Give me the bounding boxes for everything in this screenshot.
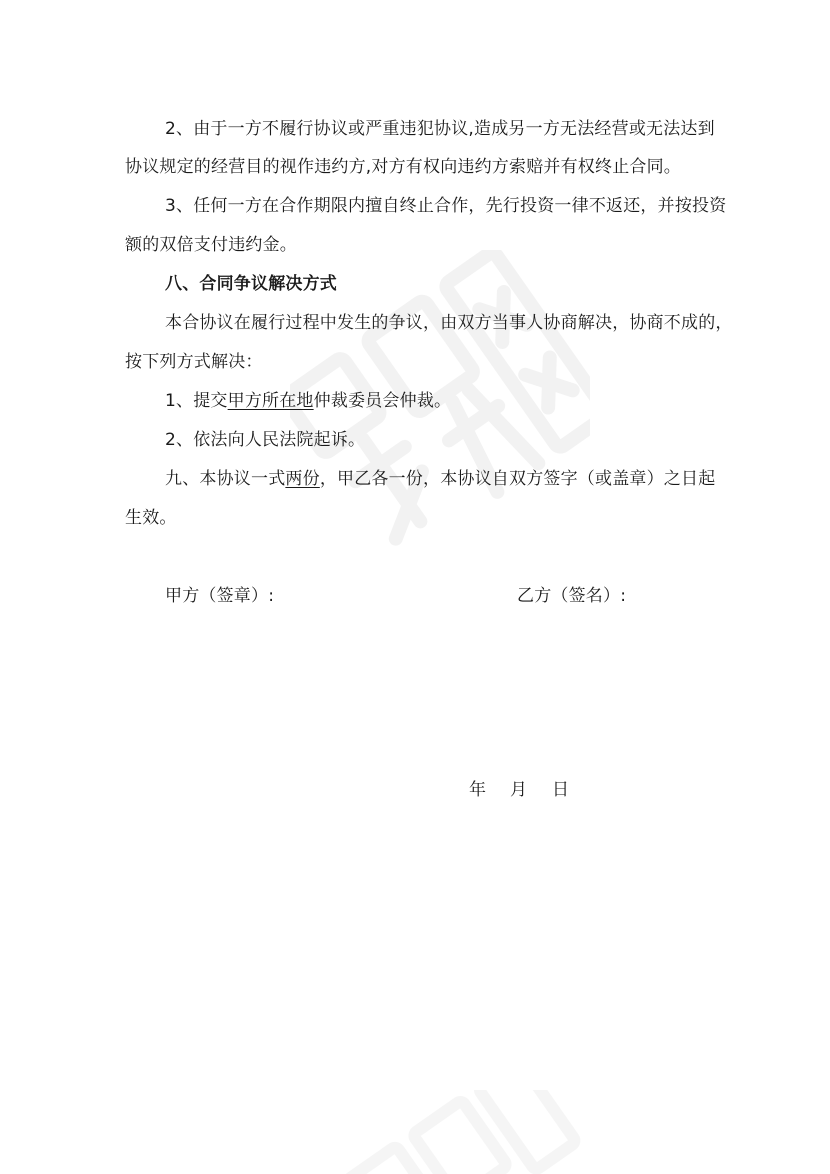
clause8-intro-line1: 本合协议在履行过程中发生的争议，由双方当事人协商解决，协商不成的， <box>165 313 733 333</box>
clause9-line1 <box>165 467 715 491</box>
clause8-option2: 2、依法向人民法院起诉。 <box>165 430 366 450</box>
clause8-heading: 八、合同争议解决方式 <box>165 274 337 294</box>
party-b-signature-label: 乙方（签名）: <box>517 586 627 606</box>
clause7-item2-line1: 2、由于一方不履行协议或严重违犯协议,造成另一方无法经营或无法达到 <box>165 119 715 139</box>
clause9-copies: 两份 <box>285 469 320 489</box>
option1-suffix: 仲裁委员会仲裁。 <box>313 391 452 411</box>
clause7-item3-line1: 3、任何一方在合作期限内擅自终止合作，先行投资一律不返还，并按投资 <box>165 196 727 216</box>
date-month: 月 <box>510 780 528 800</box>
clause9-line2: 生效。 <box>125 508 177 528</box>
option1-arbitration-location: 甲方所在地 <box>227 391 314 411</box>
clause9-suffix: ，甲乙各一份，本协议自双方签字（或盖章）之日起 <box>319 469 716 489</box>
clause7-item2-line2: 协议规定的经营目的视作违约方,对方有权向违约方索赔并有权终止合同。 <box>125 157 682 177</box>
clause8-intro-line2: 按下列方式解决： <box>125 352 263 372</box>
clause8-option1 <box>165 389 451 413</box>
date-day: 日 <box>552 780 570 800</box>
clause7-item3-line2: 额的双倍支付违约金。 <box>125 235 297 255</box>
clause9-prefix: 九、本协议一式 <box>165 469 286 489</box>
option1-prefix: 1、提交 <box>165 391 228 411</box>
watermark-graphic-bottom <box>330 1090 590 1174</box>
party-a-signature-label: 甲方（签章）: <box>165 586 275 606</box>
date-year: 年 <box>469 780 487 800</box>
